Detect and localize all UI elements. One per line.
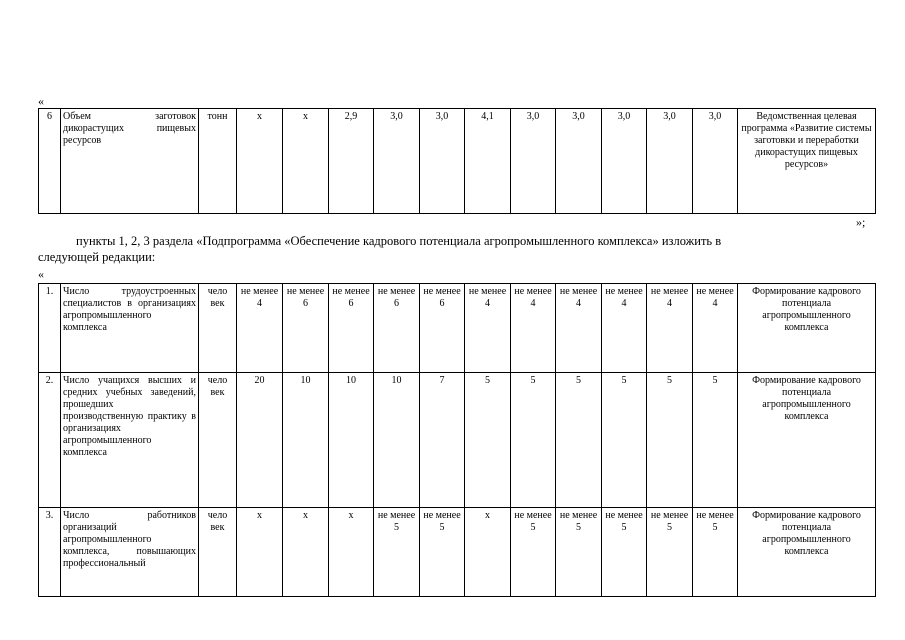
open-quote-2: «: [38, 267, 44, 281]
paragraph-line-2: следующей редакции:: [38, 250, 156, 264]
unit-cell: чело век: [199, 373, 237, 508]
value-cell: не менее 5: [647, 508, 693, 597]
value-cell: 10: [283, 373, 329, 508]
paragraph-line-1: пункты 1, 2, 3 раздела «Подпрограмма «Обеспечение кадрового потенциала агропромышленного комплекса» изложить в: [76, 234, 722, 248]
value-cell: 3,0: [511, 109, 556, 214]
program-cell: Формирование кадрового потенциала агропромышленного комплекса: [738, 508, 876, 597]
indicator-table-1: [38, 108, 876, 214]
value-cell: не менее 6: [283, 284, 329, 373]
row-number: 2.: [39, 373, 61, 508]
value-cell: не менее 5: [511, 508, 556, 597]
value-cell: не менее 6: [420, 284, 465, 373]
value-cell: х: [237, 508, 283, 597]
open-quote-1: «: [38, 94, 44, 108]
value-cell: не менее 5: [693, 508, 738, 597]
close-quote: »;: [856, 215, 866, 229]
indicator-table-2: [38, 283, 876, 597]
value-cell: 20: [237, 373, 283, 508]
row-number: 1.: [39, 284, 61, 373]
value-cell: 4,1: [465, 109, 511, 214]
value-cell: 3,0: [602, 109, 647, 214]
value-cell: не менее 5: [602, 508, 647, 597]
indicator-name: Число работников организаций агропромышленного комплекса, повышающих профессиональный: [61, 508, 199, 597]
value-cell: 5: [556, 373, 602, 508]
value-cell: не менее 4: [647, 284, 693, 373]
value-cell: 5: [602, 373, 647, 508]
table-row: [39, 284, 876, 373]
value-cell: не менее 4: [556, 284, 602, 373]
value-cell: 7: [420, 373, 465, 508]
unit-cell: чело век: [199, 508, 237, 597]
value-cell: 5: [647, 373, 693, 508]
value-cell: не менее 5: [420, 508, 465, 597]
value-cell: 3,0: [420, 109, 465, 214]
value-cell: 3,0: [556, 109, 602, 214]
unit-cell: тонн: [199, 109, 237, 214]
value-cell: не менее 6: [329, 284, 374, 373]
value-cell: не менее 4: [602, 284, 647, 373]
value-cell: 10: [374, 373, 420, 508]
value-cell: 5: [511, 373, 556, 508]
indicator-name: Число трудоустроенных специалистов в организациях агропромышленного комплекса: [61, 284, 199, 373]
row-number: 3.: [39, 508, 61, 597]
value-cell: 2,9: [329, 109, 374, 214]
value-cell: 10: [329, 373, 374, 508]
row-number: 6: [39, 109, 61, 214]
value-cell: 3,0: [374, 109, 420, 214]
indicator-name: Число учащихся высших и средних учебных заведений, прошедших производственную практику в организациях агропромышленного комплекса: [61, 373, 199, 508]
program-cell: Формирование кадрового потенциала агропромышленного комплекса: [738, 284, 876, 373]
value-cell: не менее 4: [511, 284, 556, 373]
value-cell: х: [329, 508, 374, 597]
value-cell: х: [237, 109, 283, 214]
value-cell: 3,0: [693, 109, 738, 214]
value-cell: 5: [693, 373, 738, 508]
program-cell: Ведомственная целевая программа «Развитие системы заготовки и переработки дикорастущих пищевых ресурсов»: [738, 109, 876, 214]
table-row: [39, 373, 876, 508]
value-cell: не менее 5: [556, 508, 602, 597]
value-cell: не менее 6: [374, 284, 420, 373]
value-cell: не менее 5: [374, 508, 420, 597]
program-cell: Формирование кадрового потенциала агропромышленного комплекса: [738, 373, 876, 508]
value-cell: х: [283, 109, 329, 214]
value-cell: х: [283, 508, 329, 597]
table-row: [39, 109, 876, 214]
value-cell: не менее 4: [237, 284, 283, 373]
value-cell: 3,0: [647, 109, 693, 214]
table-row: [39, 508, 876, 597]
value-cell: не менее 4: [693, 284, 738, 373]
indicator-name: Объем заготовок дикорастущих пищевых ресурсов: [61, 109, 199, 214]
value-cell: х: [465, 508, 511, 597]
unit-cell: чело век: [199, 284, 237, 373]
value-cell: не менее 4: [465, 284, 511, 373]
value-cell: 5: [465, 373, 511, 508]
